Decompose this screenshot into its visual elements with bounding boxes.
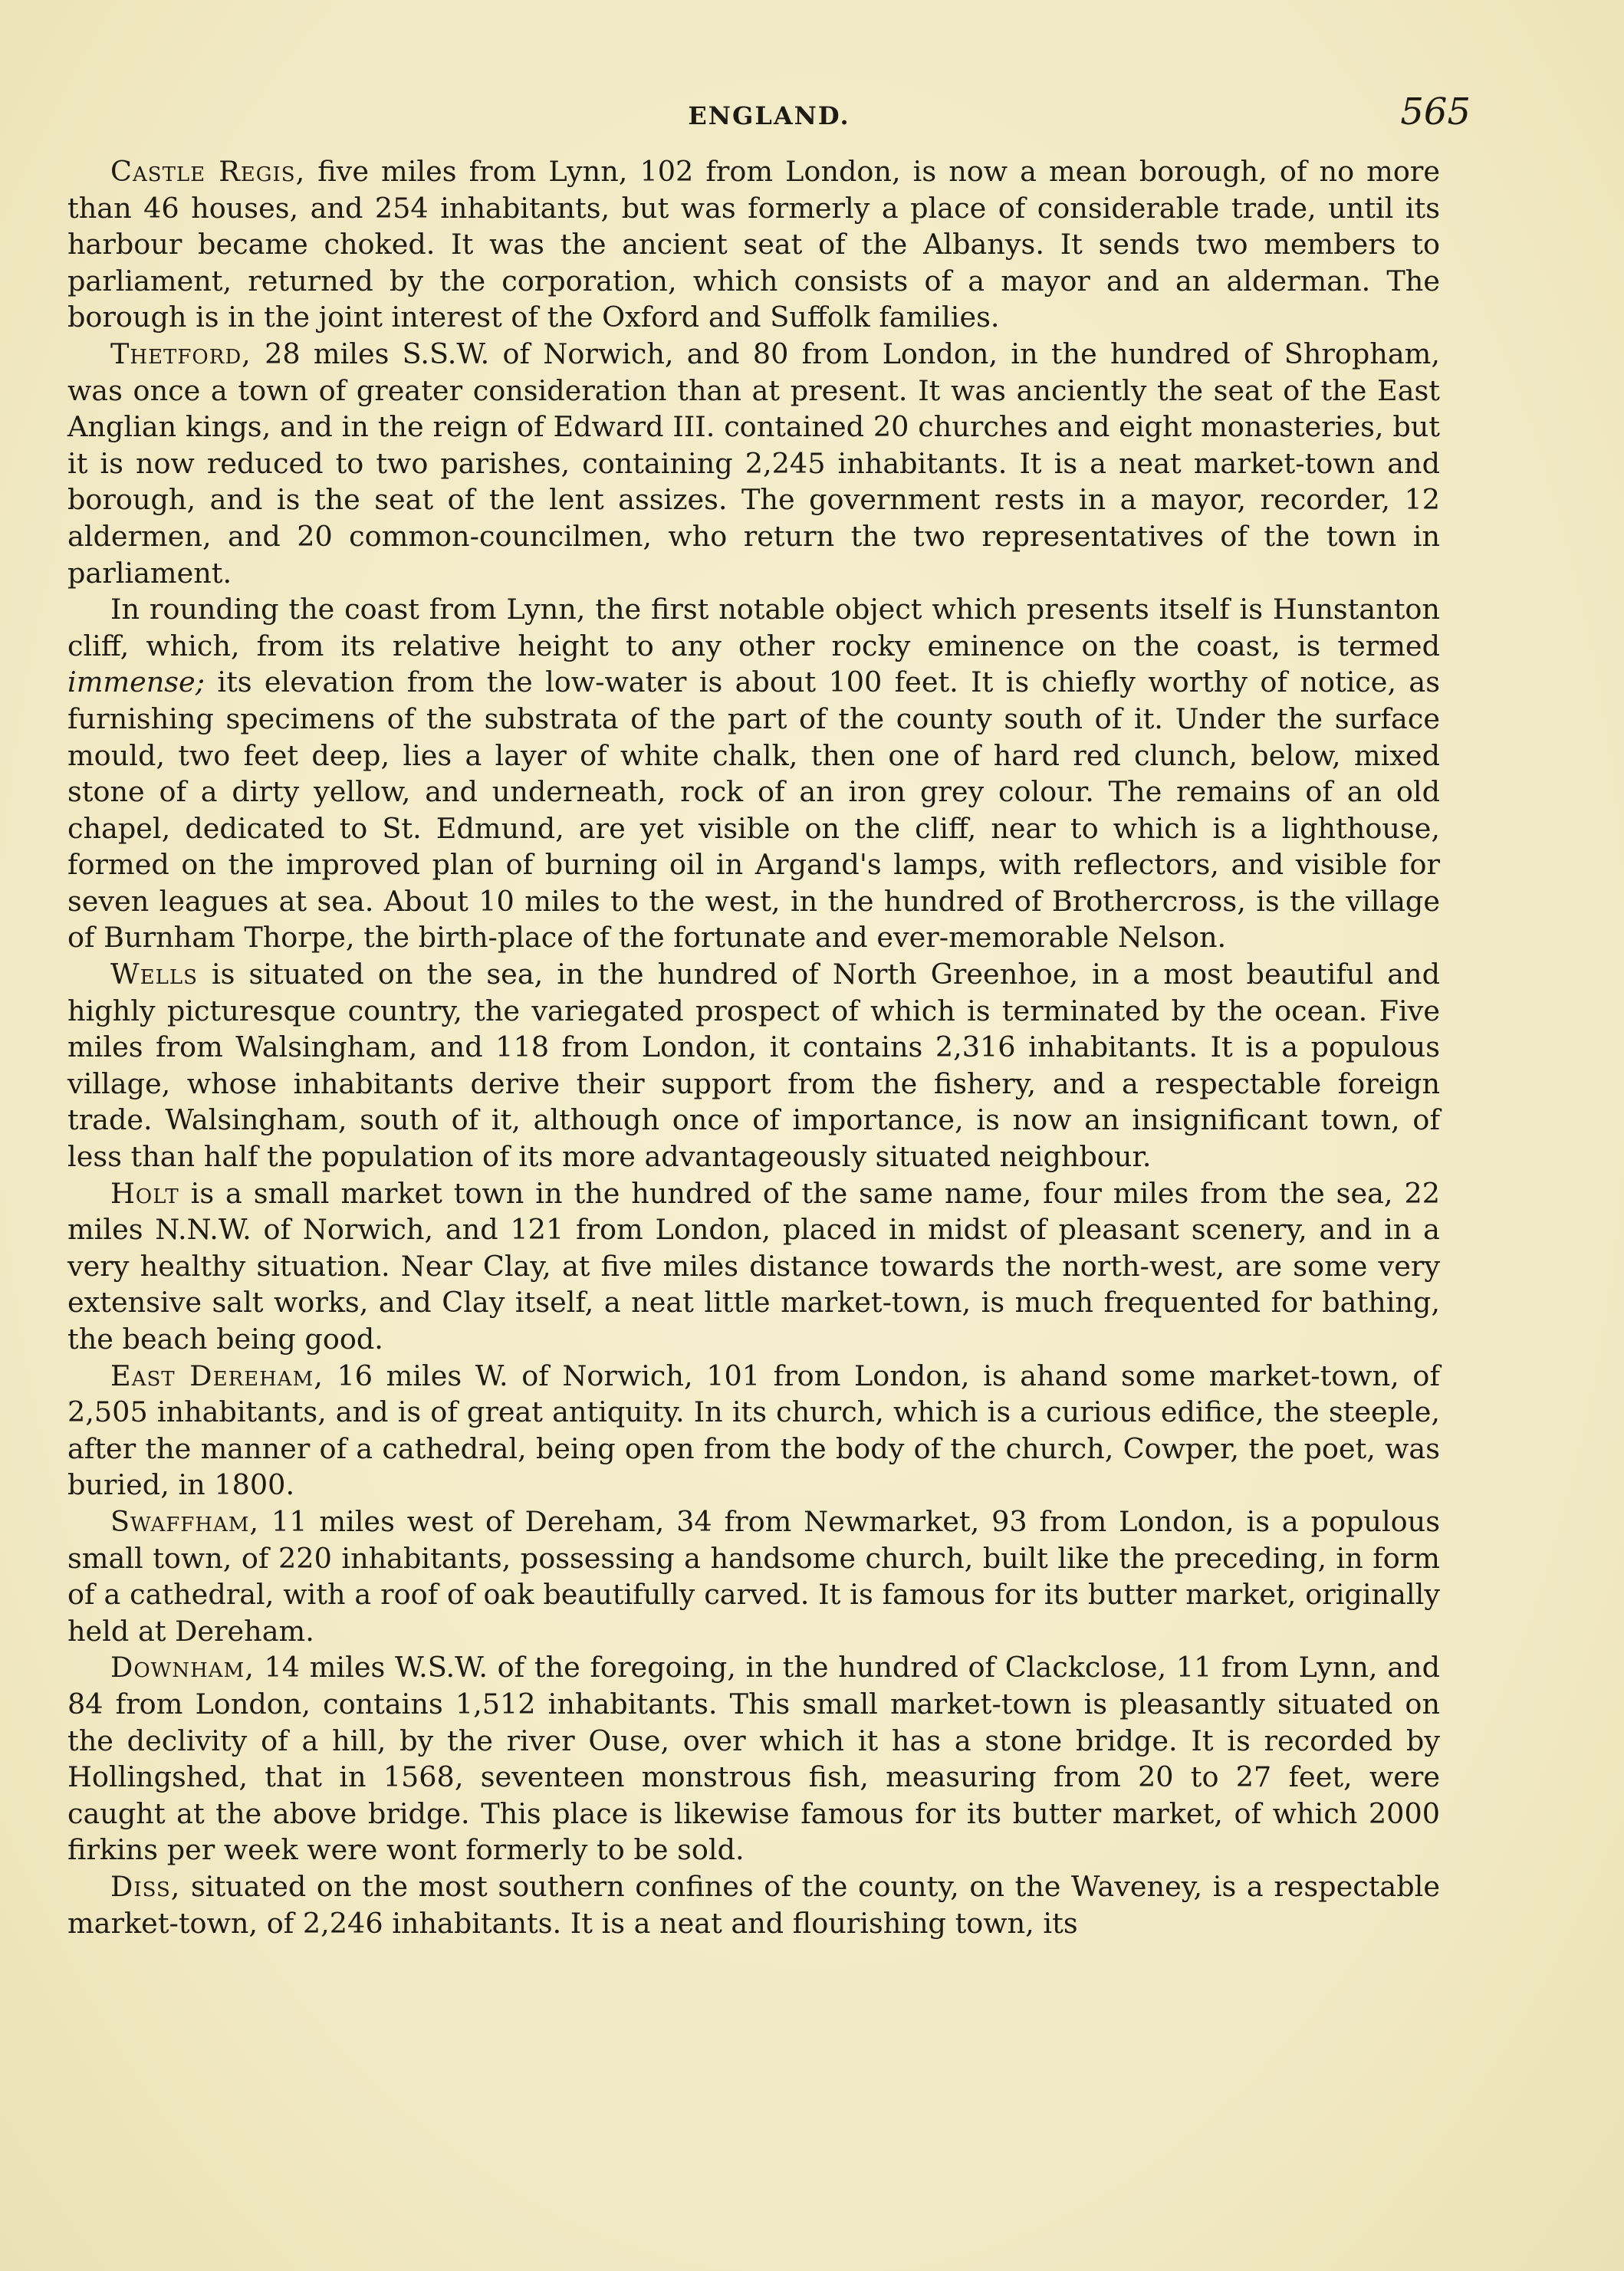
paragraph-holt bbox=[67, 1175, 1440, 1358]
paragraph-text: its elevation from the low-water is about 100 feet. It is chiefly worthy of notice, as furnishing specimens of the substrata of the part of the county south of it. Under the surface mould, two feet deep, lies a layer of white chalk, then one of hard red clunch, below, mixed stone of a dirty yellow, and underneath, rock of an iron grey colour. The remains of an old chapel, dedicated to St. Edmund, are yet visible on the cliff, near to which is a lighthouse, formed on the improved plan of burning oil in Argand's lamps, with reflectors, and visible for seven leagues at sea. About 10 miles to the west, in the hundred of Brothercross, is the village of Burnham Thorpe, the birth-place of the fortunate and ever-memorable Nelson. bbox=[67, 666, 1440, 955]
paragraph-east-dereham bbox=[67, 1358, 1440, 1504]
place-name: Thetford, bbox=[110, 337, 251, 370]
paragraph-swaffham bbox=[67, 1504, 1440, 1649]
paragraph-diss bbox=[67, 1868, 1440, 1941]
running-title: ENGLAND. bbox=[688, 101, 850, 130]
paragraph-text: is a small market town in the hundred of the same name, four miles from the sea, 22 miles N.N.W. of Norwich, and 121 from London, placed in midst of pleasant scenery, and in a very healthy situation. Near Clay, at five miles distance towards the north-west, are some very extensive salt works, and Clay itself, a neat little market-town, is much frequented for bathing, the beach being good. bbox=[67, 1176, 1440, 1356]
paragraph-text: 16 miles W. of Norwich, 101 from London, is ahand some market-town, of 2,505 inhabitants, and is of great antiquity. In its church, which is a curious edifice, the steeple, after the manner of a cathedral, being open from the body of the church, Cowper, the poet, was buried, in 1800. bbox=[67, 1359, 1440, 1502]
running-head bbox=[67, 90, 1471, 136]
place-name: Castle Regis, bbox=[110, 155, 306, 188]
place-name: East Dereham, bbox=[110, 1359, 324, 1392]
paragraph-text: 11 miles west of Dereham, 34 from Newmarket, 93 from London, is a populous small town, of 220 inhabitants, possessing a handsome church, built like the preceding, in form of a cathedral, with a roof of oak beautifully carved. It is famous for its butter market, originally held at Dereham. bbox=[67, 1504, 1440, 1648]
paragraph-text: is situated on the sea, in the hundred of North Greenhoe, in a most beautiful and highly picturesque country, the variegated prospect of which is terminated by the ocean. Five miles from Walsingham, and 118 from London, it contains 2,316 inhabitants. It is a populous village, whose inhabitants derive their support from the fishery, and a respectable foreign trade. Walsingham, south of it, although once of importance, is now an insignificant town, of less than half the population of its more advantageously situated neighbour. bbox=[67, 958, 1440, 1174]
place-name: Wells bbox=[110, 958, 198, 991]
place-name: Downham, bbox=[110, 1651, 255, 1684]
paragraph-hunstanton bbox=[67, 591, 1440, 956]
place-name: Swaffham, bbox=[110, 1504, 260, 1538]
place-name: Diss, bbox=[110, 1869, 181, 1903]
paragraph-wells bbox=[67, 956, 1440, 1175]
paragraph-text: 14 miles W.S.W. of the foregoing, in the hundred of Clackclose, 11 from Lynn, and 84 from London, contains 1,512 inhabitants. This small market-town is pleasantly situated on the declivity of a hill, by the river Ouse, over which it has a stone bridge. It is recorded by Hollingshed, that in 1568, seventeen monstrous fish, measuring from 20 to 27 feet, were caught at the above bridge. This place is likewise famous for its butter market, of which 2000 firkins per week were wont formerly to be sold. bbox=[67, 1651, 1440, 1867]
body-text bbox=[67, 153, 1440, 1941]
place-name: Holt bbox=[110, 1176, 179, 1210]
paragraph-castle-rising bbox=[67, 153, 1440, 336]
paragraph-downham bbox=[67, 1649, 1440, 1868]
paragraph-text: In rounding the coast from Lynn, the first notable object which presents itself is Hunstanton cliff, which, from its relative height to any other rocky eminence on the coast, is termed bbox=[67, 593, 1440, 662]
emphasis-text: immense; bbox=[67, 666, 205, 699]
paragraph-thetford bbox=[67, 336, 1440, 591]
paragraph-text: five miles from Lynn, 102 from London, is now a mean borough, of no more than 46 houses, and 254 inhabitants, but was formerly a place of considerable trade, until its harbour became choked. It was the ancient seat of the Albanys. It sends two members to parliament, returned by the corporation, which consists of a mayor and an alderman. The borough is in the joint interest of the Oxford and Suffolk families. bbox=[67, 155, 1440, 334]
page-number: 565 bbox=[1400, 90, 1471, 133]
paragraph-text: situated on the most southern confines of the county, on the Waveney, is a respectable market-town, of 2,246 inhabitants. It is a neat and flourishing town, its bbox=[67, 1869, 1440, 1940]
paragraph-text: 28 miles S.S.W. of Norwich, and 80 from London, in the hundred of Shropham, was once a town of greater consideration than at present. It was anciently the seat of the East Anglian kings, and in the reign of Edward III. contained 20 churches and eight monasteries, but it is now reduced to two parishes, containing 2,245 inhabitants. It is a neat market-town and borough, and is the seat of the lent assizes. The government rests in a mayor, recorder, 12 aldermen, and 20 common-councilmen, who return the two representatives of the town in parliament. bbox=[67, 337, 1440, 590]
